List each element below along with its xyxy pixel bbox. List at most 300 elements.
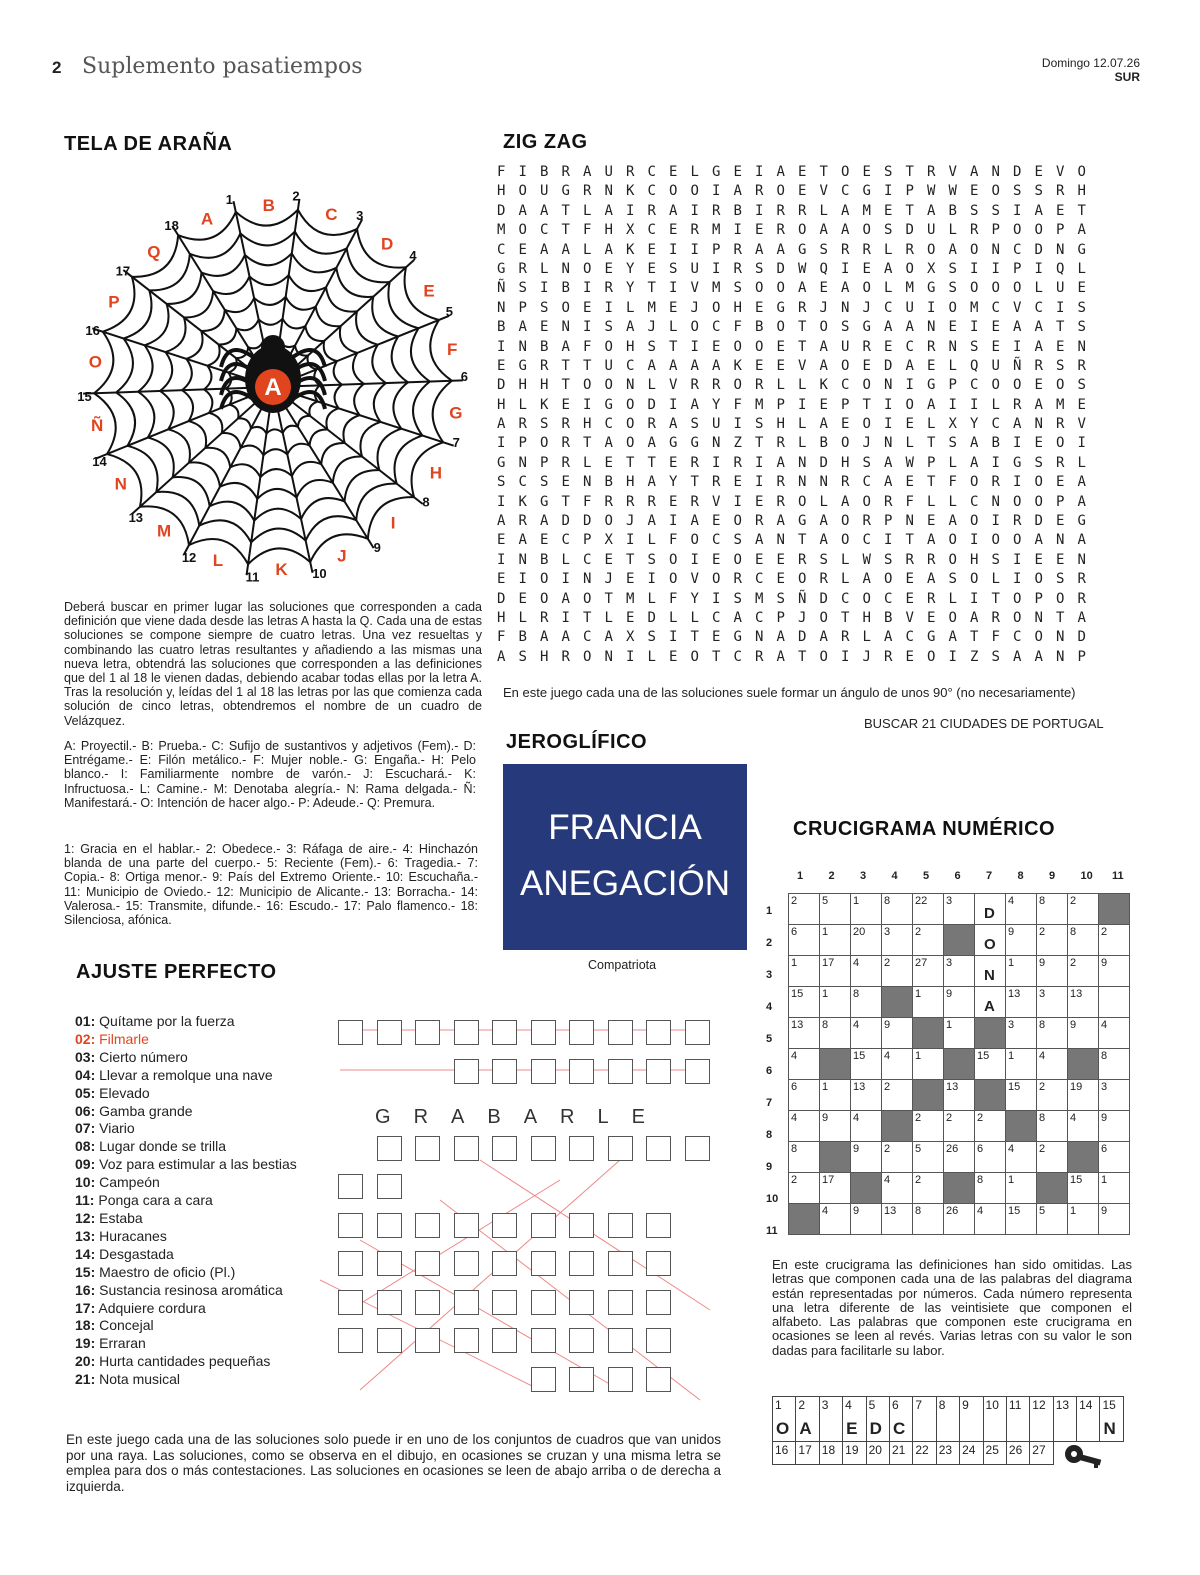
cell-number: 4 xyxy=(884,1050,891,1062)
ajuste-cell xyxy=(646,1290,671,1315)
web-number: 8 xyxy=(422,494,430,510)
zigzag-letter: D xyxy=(497,377,506,394)
key-cell xyxy=(913,1442,936,1465)
zigzag-letter: L xyxy=(647,648,656,665)
zigzag-letter: O xyxy=(841,513,850,530)
ajuste-cell xyxy=(569,1213,594,1238)
zigzag-letter: R xyxy=(862,241,871,258)
zigzag-row xyxy=(497,396,1099,415)
zigzag-letter: I xyxy=(518,571,527,588)
zigzag-letter: I xyxy=(497,493,506,510)
zigzag-letter: N xyxy=(798,474,807,491)
key-cell xyxy=(936,1397,959,1442)
zigzag-letter: C xyxy=(905,338,914,355)
ajuste-cell xyxy=(608,1213,633,1238)
zigzag-letter: N xyxy=(1077,551,1086,568)
cell-number: 27 xyxy=(915,957,928,969)
ajuste-cell xyxy=(377,1290,402,1315)
zigzag-letter: T xyxy=(819,164,828,180)
cell-number: 15 xyxy=(853,1050,866,1062)
zigzag-letter: S xyxy=(819,241,828,258)
zigzag-letter: S xyxy=(540,474,549,491)
zigzag-letter: P xyxy=(1034,590,1043,607)
cell-number: 4 xyxy=(1039,1050,1046,1062)
zigzag-title: ZIG ZAG xyxy=(503,131,588,153)
zigzag-letter: O xyxy=(540,590,549,607)
crucigrama-cell xyxy=(944,1142,975,1173)
zigzag-letter: C xyxy=(712,609,721,626)
ajuste-cell xyxy=(377,1020,402,1045)
example-letter: A xyxy=(523,1106,561,1128)
crucigrama-cell xyxy=(1037,894,1068,925)
cell-letter: N xyxy=(984,967,995,984)
key-cell xyxy=(913,1397,936,1442)
zigzag-letter: O xyxy=(1034,222,1043,239)
web-number: 14 xyxy=(92,454,107,470)
zigzag-letter: S xyxy=(841,319,850,336)
key-cell xyxy=(960,1442,983,1465)
zigzag-letter: O xyxy=(819,648,828,665)
crucigrama-cell xyxy=(1099,1142,1130,1173)
zigzag-letter: O xyxy=(1013,532,1022,549)
crucigrama-cell xyxy=(1006,1080,1037,1111)
zigzag-letter: A xyxy=(540,241,549,258)
zigzag-letter: H xyxy=(626,474,635,491)
zigzag-letter: R xyxy=(927,338,936,355)
zigzag-letter: A xyxy=(540,202,549,219)
zigzag-letter: P xyxy=(776,396,785,413)
ajuste-item-number: 11: xyxy=(75,1192,95,1209)
zigzag-letter: O xyxy=(518,183,527,200)
ajuste-item xyxy=(75,1317,297,1335)
black-cell xyxy=(913,1080,944,1111)
zigzag-letter: B xyxy=(540,551,549,568)
zigzag-letter: R xyxy=(1077,571,1086,588)
zigzag-letter: S xyxy=(1056,571,1065,588)
zigzag-letter: T xyxy=(798,319,807,336)
zigzag-letter: O xyxy=(669,571,678,588)
zigzag-letter: Z xyxy=(970,648,979,665)
cell-number: 5 xyxy=(915,1143,922,1155)
zigzag-letter: A xyxy=(626,319,635,336)
ajuste-cell xyxy=(454,1020,479,1045)
zigzag-letter: O xyxy=(583,590,592,607)
zigzag-letter: E xyxy=(1056,474,1065,491)
zigzag-letter: C xyxy=(970,377,979,394)
zigzag-letter: A xyxy=(604,435,613,452)
zigzag-letter: O xyxy=(798,571,807,588)
zigzag-letter: G xyxy=(927,280,936,297)
ajuste-cell xyxy=(646,1328,671,1353)
cell-number: 8 xyxy=(1039,1019,1046,1031)
crucigrama-cell xyxy=(789,987,820,1018)
ajuste-item-number: 09: xyxy=(75,1156,96,1173)
zigzag-row xyxy=(497,260,1099,279)
zigzag-letter: O xyxy=(1013,493,1022,510)
zigzag-letter: T xyxy=(1077,202,1086,219)
ajuste-item-number: 04: xyxy=(75,1066,96,1083)
black-cell xyxy=(1068,1142,1099,1173)
zigzag-letter: L xyxy=(927,416,936,433)
web-letter: C xyxy=(325,204,338,224)
zigzag-letter: N xyxy=(819,474,828,491)
cell-number: 2 xyxy=(1101,926,1108,938)
zigzag-letter: N xyxy=(1077,338,1086,355)
ajuste-item xyxy=(75,1049,297,1067)
ajuste-cell xyxy=(685,1059,710,1084)
zigzag-letter: N xyxy=(1056,241,1065,258)
zigzag-letter: A xyxy=(1013,648,1022,665)
zigzag-letter: A xyxy=(497,513,506,530)
zigzag-letter: M xyxy=(755,590,764,607)
zigzag-letter: R xyxy=(540,357,549,374)
zigzag-letter: O xyxy=(970,571,979,588)
ajuste-item xyxy=(75,1120,297,1138)
zigzag-letter: E xyxy=(583,299,592,316)
crucigrama-cell xyxy=(975,1204,1006,1235)
zigzag-letter: V xyxy=(1056,164,1065,180)
zigzag-letter: E xyxy=(755,299,764,316)
zigzag-letter: A xyxy=(905,357,914,374)
ajuste-cell xyxy=(492,1136,517,1161)
zigzag-letter: A xyxy=(841,202,850,219)
zigzag-letter: R xyxy=(690,454,699,471)
section-title: Suplemento pasatiempos xyxy=(82,54,363,79)
zigzag-letter: E xyxy=(604,260,613,277)
zigzag-letter: S xyxy=(647,338,656,355)
zigzag-letter: M xyxy=(755,396,764,413)
zigzag-letter: L xyxy=(991,571,1000,588)
zigzag-letter: R xyxy=(604,280,613,297)
zigzag-letter: O xyxy=(583,377,592,394)
zigzag-letter: H xyxy=(776,416,785,433)
ajuste-list xyxy=(75,1013,297,1389)
zigzag-letter: R xyxy=(991,474,1000,491)
cell-number: 8 xyxy=(1101,1050,1108,1062)
ajuste-item xyxy=(75,1103,297,1121)
zigzag-letter: U xyxy=(841,338,850,355)
zigzag-letter: O xyxy=(733,551,742,568)
web-letter: M xyxy=(156,521,172,541)
zigzag-letter: A xyxy=(819,357,828,374)
zigzag-letter: J xyxy=(819,299,828,316)
crucigrama-row xyxy=(789,1111,1130,1142)
example-letter: E xyxy=(631,1106,668,1128)
zigzag-letter: O xyxy=(626,435,635,452)
zigzag-letter: E xyxy=(862,164,871,180)
zigzag-letter: S xyxy=(733,280,742,297)
zigzag-letter: R xyxy=(776,222,785,239)
zigzag-letter: N xyxy=(518,454,527,471)
black-cell xyxy=(882,1111,913,1142)
zigzag-letter: V xyxy=(905,609,914,626)
zigzag-letter: A xyxy=(819,222,828,239)
zigzag-letter: O xyxy=(948,609,957,626)
zigzag-letter: I xyxy=(497,338,506,355)
ajuste-cell xyxy=(646,1059,671,1084)
zigzag-letter: O xyxy=(991,377,1000,394)
zigzag-search: BUSCAR 21 CIUDADES DE PORTUGAL xyxy=(864,716,1104,731)
zigzag-letter: E xyxy=(755,493,764,510)
zigzag-letter: Y xyxy=(669,474,678,491)
zigzag-letter: O xyxy=(1056,435,1065,452)
zigzag-letter: H xyxy=(733,299,742,316)
ajuste-cell xyxy=(531,1290,556,1315)
crucigrama-cell xyxy=(1006,1049,1037,1080)
zigzag-letter: V xyxy=(819,183,828,200)
zigzag-row xyxy=(497,376,1099,395)
crucigrama-cell xyxy=(820,1111,851,1142)
zigzag-letter: Y xyxy=(970,416,979,433)
cell-number: 9 xyxy=(884,1019,891,1031)
zigzag-letter: A xyxy=(819,629,828,646)
zigzag-row xyxy=(497,473,1099,492)
zigzag-letter: O xyxy=(1034,629,1043,646)
zigzag-letter: O xyxy=(690,183,699,200)
key-number: 22 xyxy=(915,1443,929,1457)
ajuste-item-number: 02: xyxy=(75,1030,96,1047)
zigzag-letter: E xyxy=(991,338,1000,355)
web-letter: I xyxy=(390,513,396,533)
zigzag-letter: O xyxy=(583,260,592,277)
zigzag-letter: H xyxy=(862,609,871,626)
zigzag-letter: O xyxy=(733,513,742,530)
col-number: 5 xyxy=(923,870,930,882)
cell-number: 3 xyxy=(1008,1019,1015,1031)
key-cell xyxy=(773,1442,796,1465)
cell-number: 4 xyxy=(791,1112,798,1124)
key-cell xyxy=(889,1397,912,1442)
web-spoke xyxy=(247,387,273,575)
key-cell xyxy=(1030,1442,1053,1465)
key-number: 15 xyxy=(1102,1398,1116,1412)
cell-number: 2 xyxy=(1070,895,1077,907)
zigzag-letter: O xyxy=(604,513,613,530)
zigzag-letter: E xyxy=(1056,551,1065,568)
key-number: 21 xyxy=(891,1443,906,1457)
zigzag-letter: A xyxy=(561,241,570,258)
zigzag-letter: O xyxy=(970,280,979,297)
zigzag-letter: R xyxy=(518,416,527,433)
web-number: 7 xyxy=(452,435,460,451)
ajuste-cell xyxy=(531,1136,556,1161)
cell-number: 13 xyxy=(946,1081,959,1093)
ajuste-cell xyxy=(492,1020,517,1045)
key-cell xyxy=(1006,1442,1029,1465)
zigzag-letter: N xyxy=(755,629,764,646)
col-number: 8 xyxy=(1017,870,1024,882)
ajuste-cell xyxy=(377,1136,402,1161)
cell-number: 1 xyxy=(1101,1174,1108,1186)
web-number: 12 xyxy=(181,550,197,566)
zigzag-letter: M xyxy=(647,299,656,316)
crucigrama-cell xyxy=(820,1204,851,1235)
cell-number: 2 xyxy=(791,1174,798,1186)
zigzag-letter: E xyxy=(1034,164,1043,180)
crucigrama-cell xyxy=(789,1173,820,1204)
col-number: 2 xyxy=(828,870,835,882)
zigzag-letter: I xyxy=(712,590,721,607)
zigzag-letter: R xyxy=(1077,357,1086,374)
zigzag-letter: E xyxy=(927,609,936,626)
cell-letter: D xyxy=(984,905,995,922)
zigzag-letter: E xyxy=(518,241,527,258)
ajuste-item-text: Hurta cantidades pequeñas xyxy=(95,1353,271,1370)
zigzag-letter: T xyxy=(991,590,1000,607)
zigzag-letter: L xyxy=(561,551,570,568)
web-letter: D xyxy=(381,234,394,254)
zigzag-letter: A xyxy=(948,629,957,646)
web-letter: Ñ xyxy=(90,415,104,435)
zigzag-letter: A xyxy=(1034,338,1043,355)
crucigrama-note: En este crucigrama las definiciones han sido omitidas. Las letras que componen cada una de las palabras del diagrama están representadas por números. Cada número representa una letra diferente de las veintisiete que componen el alfabeto. Las palabras que componen este crucigrama en ocasiones se leen al revés. Varias letras con su valor le son dadas para facilitarle su labor. xyxy=(772,1257,1132,1358)
zigzag-letter: I xyxy=(1013,571,1022,588)
web-number: 6 xyxy=(460,368,468,384)
zigzag-letter: L xyxy=(540,260,549,277)
zigzag-letter: E xyxy=(970,183,979,200)
zigzag-letter: E xyxy=(669,648,678,665)
cell-number: 22 xyxy=(915,895,928,907)
zigzag-letter: C xyxy=(841,183,850,200)
zigzag-letter: A xyxy=(970,164,979,180)
zigzag-letter: R xyxy=(690,377,699,394)
zigzag-letter: I xyxy=(991,260,1000,277)
cell-number: 6 xyxy=(791,1081,798,1093)
zigzag-letter: P xyxy=(841,396,850,413)
zigzag-letter: T xyxy=(561,202,570,219)
web-spoke xyxy=(273,387,374,548)
zigzag-letter: M xyxy=(862,202,871,219)
zigzag-letter: I xyxy=(884,396,893,413)
zigzag-letter: O xyxy=(755,280,764,297)
cell-number: 4 xyxy=(977,1205,984,1217)
cell-number: 2 xyxy=(977,1112,984,1124)
zigzag-letter: J xyxy=(647,319,656,336)
zigzag-letter: N xyxy=(518,551,527,568)
zigzag-letter: M xyxy=(905,280,914,297)
key-number: 11 xyxy=(1008,1398,1022,1412)
zigzag-letter: I xyxy=(1013,202,1022,219)
crucigrama-cell xyxy=(851,1080,882,1111)
zigzag-letter: B xyxy=(733,202,742,219)
zigzag-letter: O xyxy=(1013,280,1022,297)
zigzag-letter: O xyxy=(841,357,850,374)
zigzag-letter: B xyxy=(540,338,549,355)
ajuste-cell xyxy=(492,1251,517,1276)
key-number: 8 xyxy=(938,1398,946,1412)
ajuste-item xyxy=(75,1013,297,1031)
zigzag-letter: O xyxy=(970,241,979,258)
zigzag-letter: I xyxy=(841,648,850,665)
zigzag-letter: C xyxy=(884,590,893,607)
ajuste-cell xyxy=(377,1213,402,1238)
zigzag-letter: O xyxy=(604,377,613,394)
zigzag-row xyxy=(497,182,1099,201)
zigzag-letter: E xyxy=(948,319,957,336)
zigzag-letter: L xyxy=(647,532,656,549)
web-letter: B xyxy=(262,196,275,216)
zigzag-letter: I xyxy=(1013,474,1022,491)
zigzag-letter: C xyxy=(712,532,721,549)
zigzag-row xyxy=(497,434,1099,453)
cell-number: 9 xyxy=(1008,926,1015,938)
zigzag-letter: R xyxy=(1056,454,1065,471)
crucigrama-cell xyxy=(1068,987,1099,1018)
zigzag-letter: D xyxy=(497,590,506,607)
zigzag-letter: Z xyxy=(733,435,742,452)
crucigrama-cell xyxy=(975,925,1006,956)
zigzag-letter: R xyxy=(712,202,721,219)
crucigrama-cell xyxy=(789,894,820,925)
zigzag-letter: F xyxy=(583,222,592,239)
cell-number: 4 xyxy=(884,1174,891,1186)
zigzag-letter: R xyxy=(712,377,721,394)
zigzag-letter: W xyxy=(927,183,936,200)
zigzag-letter: O xyxy=(841,435,850,452)
ajuste-item-number: 07: xyxy=(75,1120,96,1137)
cell-number: 15 xyxy=(1008,1205,1021,1217)
zigzag-letter: R xyxy=(518,260,527,277)
key-letter: O xyxy=(776,1419,790,1438)
zigzag-row xyxy=(497,299,1099,318)
zigzag-letter: U xyxy=(905,299,914,316)
key-cell xyxy=(936,1442,959,1465)
crucigrama-cell xyxy=(1006,987,1037,1018)
key-cell xyxy=(819,1442,842,1465)
web-letter: K xyxy=(275,559,288,579)
zigzag-letter: N xyxy=(927,319,936,336)
crucigrama-cell xyxy=(1099,925,1130,956)
crucigrama-cell xyxy=(1068,1018,1099,1049)
zigzag-letter: L xyxy=(669,609,678,626)
zigzag-letter: N xyxy=(884,377,893,394)
ajuste-cell xyxy=(492,1059,517,1084)
key-cell xyxy=(843,1442,866,1465)
ajuste-item-text: Viario xyxy=(95,1120,135,1137)
zigzag-letter: O xyxy=(905,260,914,277)
zigzag-letter: M xyxy=(712,222,721,239)
zigzag-letter: J xyxy=(798,609,807,626)
zigzag-row xyxy=(497,338,1099,357)
web-number: 2 xyxy=(292,188,300,204)
crucigrama-cell xyxy=(1037,1049,1068,1080)
zigzag-letter: O xyxy=(540,435,549,452)
ajuste-cell xyxy=(608,1136,633,1161)
zigzag-letter: J xyxy=(604,571,613,588)
zigzag-letter: R xyxy=(733,571,742,588)
web-letter: P xyxy=(108,292,120,312)
zigzag-letter: E xyxy=(1056,202,1065,219)
zigzag-letter: O xyxy=(690,648,699,665)
zigzag-letter: C xyxy=(755,571,764,588)
zigzag-letter: E xyxy=(1077,280,1086,297)
zigzag-letter: V xyxy=(669,377,678,394)
zigzag-letter: E xyxy=(862,260,871,277)
zigzag-letter: T xyxy=(583,435,592,452)
zigzag-letter: I xyxy=(970,260,979,277)
cell-number: 2 xyxy=(884,1081,891,1093)
web-letter: A xyxy=(200,209,214,229)
crucigrama-cell xyxy=(913,894,944,925)
zigzag-letter: I xyxy=(669,280,678,297)
cell-number: 19 xyxy=(1070,1081,1083,1093)
zigzag-letter: R xyxy=(776,435,785,452)
ajuste-cell xyxy=(569,1059,594,1084)
crucigrama-row xyxy=(789,1173,1130,1204)
cell-number: 1 xyxy=(915,988,922,1000)
zigzag-letter: E xyxy=(669,299,678,316)
cell-number: 17 xyxy=(822,957,835,969)
